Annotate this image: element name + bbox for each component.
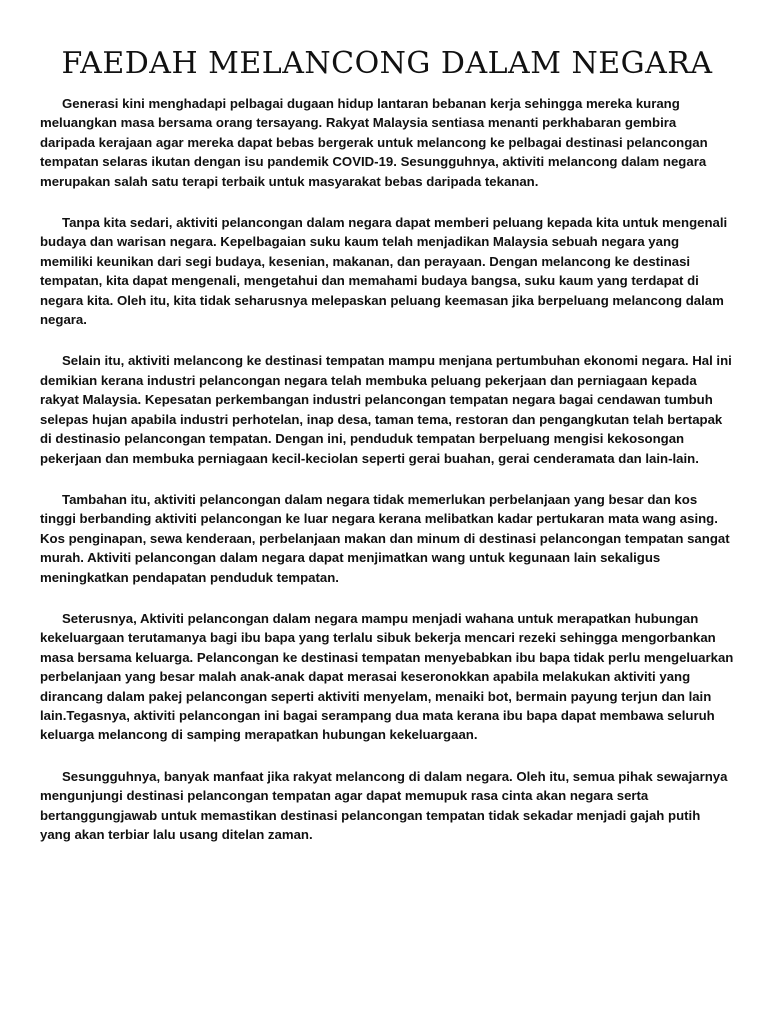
document-title: FAEDAH MELANCONG DALAM NEGARA (61, 46, 713, 81)
paragraph-2: Tanpa kita sedari, aktiviti pelancongan dalam negara dapat memberi peluang kepada kita untuk mengenali budaya dan warisan negara. Kepelbagaian suku kaum telah menjadikan Malaysia sebuah negara yang memiliki keunikan dari segi budaya, kesenian, makanan, dan perayaan. Dengan melancong ke destinasi tempatan, kita dapat mengenali, mengetahui dan memahami budaya bangsa, suku kaum yang terdapat di negara kita. Oleh itu, kita tidak seharusnya melepaskan peluang keemasan jika berpeluang melancong dalam negara. (40, 215, 728, 328)
paragraph-5: Seterusnya, Aktiviti pelancongan dalam negara mampu menjadi wahana untuk merapatkan hubungan kekeluargaan terutamanya bagi ibu bapa yang terlalu sibuk bekerja mencari rezeki sehingga mengorbankan masa bersama keluarga. Pelancongan ke destinasi tempatan menyebabkan ibu bapa tidak perlu mengeluarkan perbelanjaan yang besar malah anak-anak dapat merasai keseronokkan apabila melakukan aktiviti yang dirancang dalam pakej pelancongan seperti aktiviti menyelam, menaiki bot, bermain payung terjun dan lain lain.Tegasnya, aktiviti pelancongan ini bagai serampang dua mata kerana ibu bapa dapat membawa seluruh keluarga melancong di samping merapatkan hubungan kekeluargaan. (40, 610, 734, 743)
paragraph-4: Tambahan itu, aktiviti pelancongan dalam negara tidak memerlukan perbelanjaan yang besar dan kos tinggi berbanding aktiviti pelancongan ke luar negara kerana melibatkan kadar pertukaran mata wang asing. Kos penginapan, sewa kenderaan, perbelanjaan makan dan minum di destinasi pelancongan tempatan sangat murah. Aktiviti pelancongan dalam negara dapat menjimatkan wang untuk kegunaan lain sekaligus meningkatkan pendapatan penduduk tempatan. (40, 491, 730, 585)
paragraph-1: Generasi kini menghadapi pelbagai dugaan hidup lantaran bebanan kerja sehingga mereka kurang meluangkan masa bersama orang tersayang. Rakyat Malaysia sentiasa menanti perkhabaran gembira daripada kerajaan agar mereka dapat bebas bergerak untuk melancong ke pelbagai destinasi pelancongan tempatan selaras ikutan dengan isu pandemik COVID-19. Sesungguhnya, aktiviti melancong dalam negara merupakan salah satu terapi terbaik untuk masyarakat bebas daripada tekanan. (40, 96, 708, 189)
paragraph-6: Sesungguhnya, banyak manfaat jika rakyat melancong di dalam negara. Oleh itu, semua pihak sewajarnya mengunjungi destinasi pelancongan tempatan agar dapat memupuk rasa cinta akan negara serta bertanggungjawab untuk memastikan destinasi pelancongan tempatan tidak sekadar menjadi gajah putih yang akan terbiar lalu usang ditelan zaman. (40, 768, 728, 842)
paragraph-3: Selain itu, aktiviti melancong ke destinasi tempatan mampu menjana pertumbuhan ekonomi negara. Hal ini demikian kerana industri pelancongan negara telah membuka peluang pekerjaan dan perniagaan kepada rakyat Malaysia. Kepesatan perkembangan industri pelancongan tempatan negara bagai cendawan tumbuh selepas hujan apabila industri perhotelan, inap desa, taman tema, restoran dan pengangkutan telah bertapak di destinasio pelancongan tempatan. Dengan ini, penduduk tempatan berpeluang mengisi kekosongan pekerjaan dan membuka perniagaan kecil-keciolan seperti gerai buahan, gerai cenderamata dan lain-lain. (40, 353, 732, 466)
